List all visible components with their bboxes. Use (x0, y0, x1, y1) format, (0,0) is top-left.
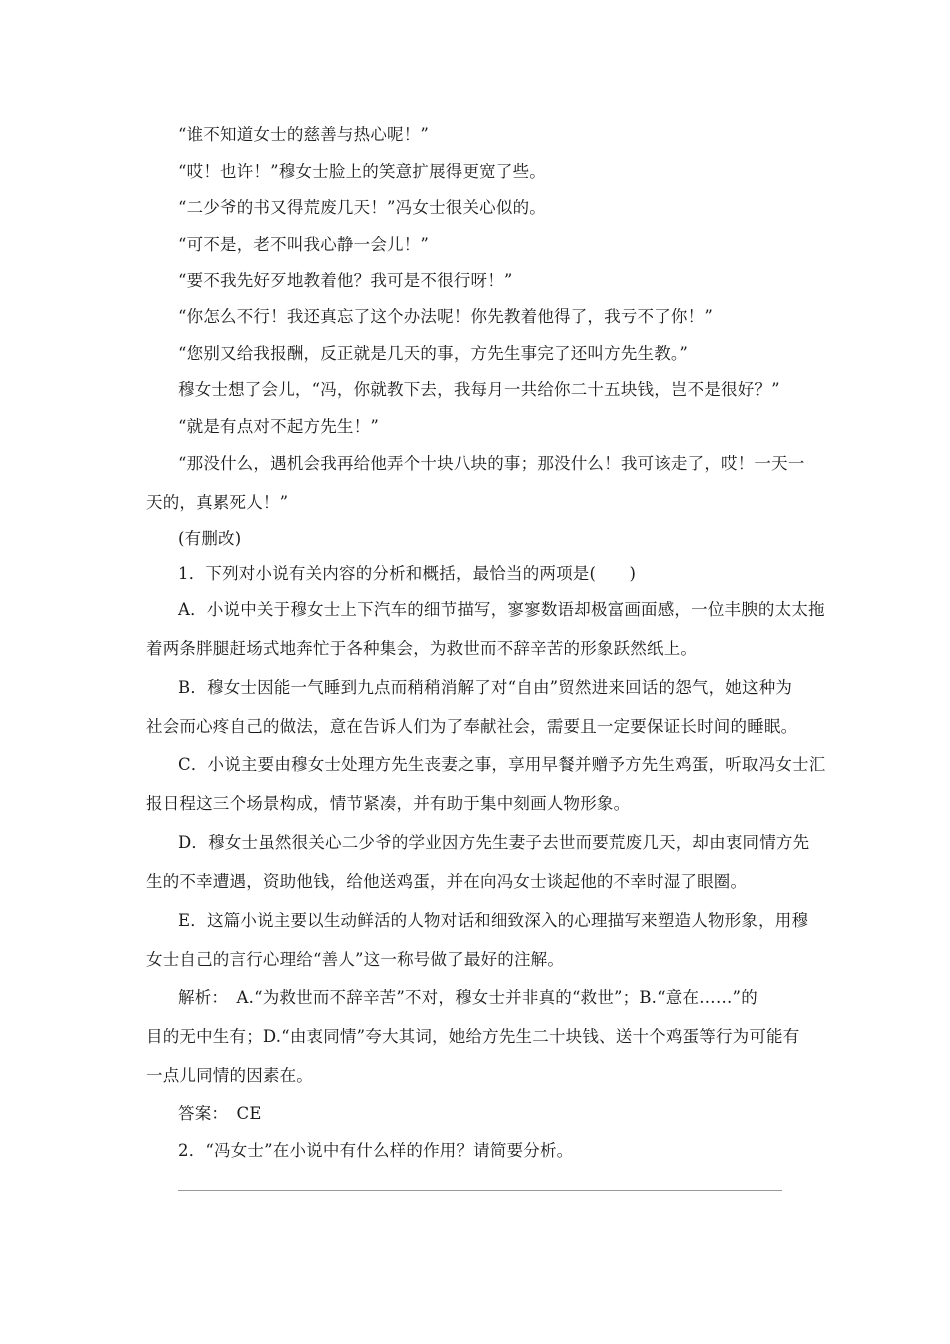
option-a-line2: 着两条胖腿赶场式地奔忙于各种集会，为救世而不辞辛苦的形象跃然纸上。 (146, 639, 698, 658)
dialogue-line: “可不是，老不叫我心静一会儿！” (178, 235, 430, 254)
dialogue-line: “要不我先好歹地教着他？我可是不很行呀！” (178, 271, 513, 290)
option-c-line1: C．小说主要由穆女士处理方先生丧妻之事，享用早餐并赠予方先生鸡蛋，听取冯女士汇 (178, 755, 826, 774)
option-d-line1: D．穆女士虽然很关心二少爷的学业因方先生妻子去世而要荒废几天，却由衷同情方先 (178, 833, 810, 852)
dialogue-line: 穆女士想了会儿，“冯，你就教下去，我每月一共给你二十五块钱，岂不是很好？” (178, 380, 780, 399)
analysis-line: 目的无中生有；D.“由衷同情”夸大其词，她给方先生二十块钱、送十个鸡蛋等行为可能有 (146, 1027, 800, 1046)
analysis-line: 一点儿同情的因素在。 (146, 1066, 313, 1085)
analysis-line: 解析： A.“为救世而不辞辛苦”不对，穆女士并非真的“救世”；B.“意在……”的 (178, 988, 758, 1007)
dialogue-line: 天的，真累死人！” (146, 493, 289, 512)
question-1-stem: 1．下列对小说有关内容的分析和概括，最恰当的两项是( ) (178, 564, 637, 583)
option-a-line1: A．小说中关于穆女士上下汽车的细节描写，寥寥数语却极富画面感，一位丰腴的太太拖 (178, 600, 825, 619)
option-b-line1: B．穆女士因能一气睡到九点而稍稍消解了对“自由”贸然进来回话的怨气，她这种为 (178, 678, 793, 697)
answer-line-text: 答案： CE (178, 1104, 262, 1123)
dialogue-line: “您别又给我报酬，反正就是几天的事，方先生事完了还叫方先生教。” (178, 344, 689, 363)
question-2-stem: 2．“冯女士”在小说中有什么样的作用？请简要分析。 (178, 1141, 574, 1160)
option-d-line2: 生的不幸遭遇，资助他钱，给他送鸡蛋，并在向冯女士谈起他的不幸时湿了眼圈。 (146, 872, 748, 891)
option-e-line2: 女士自己的言行心理给“善人”这一称号做了最好的注解。 (146, 950, 565, 969)
source-note: (有删改) (178, 529, 242, 548)
dialogue-line: “谁不知道女士的慈善与热心呢！” (178, 125, 430, 144)
option-e-line1: E．这篇小说主要以生动鲜活的人物对话和细致深入的心理描写来塑造人物形象，用穆 (178, 911, 809, 930)
dialogue-line: “二少爷的书又得荒废几天！”冯女士很关心似的。 (178, 198, 546, 217)
option-b-line2: 社会而心疼自己的做法，意在告诉人们为了奉献社会，需要且一定要保证长时间的睡眠。 (146, 717, 798, 736)
dialogue-line: “你怎么不行！我还真忘了这个办法呢！你先教着他得了，我亏不了你！” (178, 307, 713, 326)
dialogue-line: “那没什么，遇机会我再给他弄个十块八块的事；那没什么！我可该走了，哎！一天一 (178, 454, 805, 473)
answer-blank-line[interactable] (178, 1190, 782, 1191)
dialogue-line: “就是有点对不起方先生！” (178, 417, 379, 436)
option-c-line2: 报日程这三个场景构成，情节紧凑，并有助于集中刻画人物形象。 (146, 794, 631, 813)
dialogue-line: “哎！也许！”穆女士脸上的笑意扩展得更宽了些。 (178, 162, 546, 181)
